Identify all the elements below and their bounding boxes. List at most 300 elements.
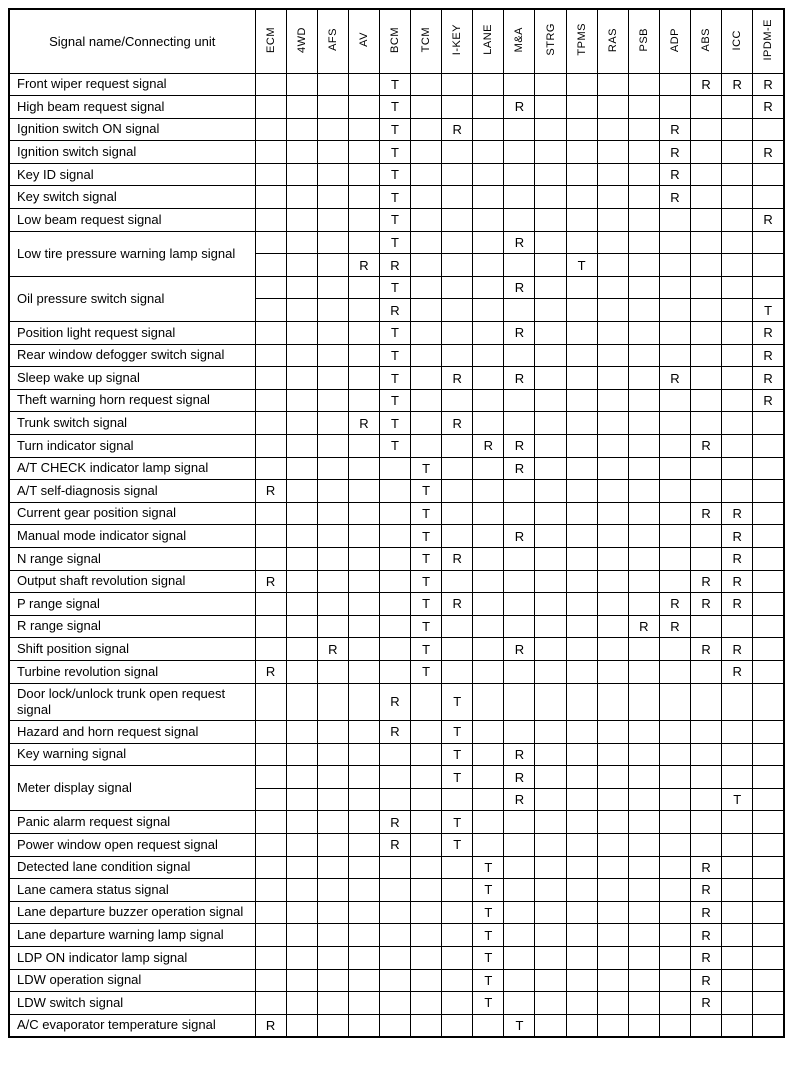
signal-cell-bcm: T xyxy=(379,186,410,209)
signal-table-body xyxy=(9,73,784,1037)
signal-cell-ecm xyxy=(255,547,286,570)
table-row xyxy=(9,1014,784,1037)
signal-cell-strg xyxy=(535,969,566,992)
signal-cell-icc xyxy=(722,946,753,969)
signal-cell-tcm xyxy=(411,389,442,412)
signal-cell-ecm xyxy=(255,163,286,186)
table-row xyxy=(9,547,784,570)
signal-cell-m-a xyxy=(504,480,535,503)
table-row xyxy=(9,721,784,744)
signal-cell-adp xyxy=(659,879,690,902)
signal-cell-lane: T xyxy=(473,856,504,879)
signal-cell-m-a: R xyxy=(504,638,535,661)
signal-cell-tpms xyxy=(566,721,597,744)
signal-cell-lane xyxy=(473,593,504,616)
signal-cell-bcm xyxy=(379,766,410,789)
signal-cell-av xyxy=(348,118,379,141)
signal-cell-lane xyxy=(473,766,504,789)
signal-cell-strg xyxy=(535,231,566,254)
signal-cell-i-key: R xyxy=(442,118,473,141)
signal-cell-4wd xyxy=(286,743,317,766)
signal-cell-ipdm-e xyxy=(753,969,784,992)
signal-cell-psb xyxy=(628,570,659,593)
signal-cell-adp xyxy=(659,254,690,277)
signal-cell-av xyxy=(348,593,379,616)
signal-cell-tpms xyxy=(566,525,597,548)
signal-cell-psb xyxy=(628,593,659,616)
signal-cell-abs xyxy=(691,322,722,345)
signal-cell-icc xyxy=(722,344,753,367)
signal-cell-bcm: T xyxy=(379,276,410,299)
signal-cell-tcm xyxy=(411,811,442,834)
signal-cell-ecm xyxy=(255,231,286,254)
signal-cell-ras xyxy=(597,163,628,186)
signal-cell-psb xyxy=(628,992,659,1015)
table-row xyxy=(9,834,784,857)
signal-cell-i-key: T xyxy=(442,811,473,834)
signal-cell-tcm: T xyxy=(411,547,442,570)
signal-row-label: N range signal xyxy=(9,547,255,570)
signal-cell-bcm: T xyxy=(379,367,410,390)
signal-cell-av xyxy=(348,276,379,299)
signal-cell-av xyxy=(348,570,379,593)
signal-cell-icc xyxy=(722,435,753,458)
signal-cell-tpms xyxy=(566,412,597,435)
signal-cell-i-key xyxy=(442,480,473,503)
signal-cell-psb xyxy=(628,834,659,857)
signal-cell-tpms xyxy=(566,344,597,367)
table-row xyxy=(9,96,784,119)
table-row xyxy=(9,480,784,503)
signal-cell-strg xyxy=(535,299,566,322)
signal-cell-tpms xyxy=(566,299,597,322)
table-row xyxy=(9,879,784,902)
signal-cell-abs xyxy=(691,766,722,789)
signal-cell-tcm xyxy=(411,186,442,209)
signal-cell-i-key: R xyxy=(442,593,473,616)
signal-cell-tpms xyxy=(566,593,597,616)
signal-cell-abs xyxy=(691,367,722,390)
signal-cell-strg xyxy=(535,435,566,458)
signal-cell-bcm: T xyxy=(379,435,410,458)
signal-cell-ipdm-e xyxy=(753,570,784,593)
signal-cell-av xyxy=(348,96,379,119)
signal-row-label: Low beam request signal xyxy=(9,209,255,232)
signal-cell-ecm xyxy=(255,721,286,744)
signal-cell-strg xyxy=(535,593,566,616)
signal-cell-abs xyxy=(691,743,722,766)
column-header-m-a xyxy=(504,9,535,73)
signal-cell-m-a xyxy=(504,593,535,616)
signal-cell-tcm xyxy=(411,412,442,435)
signal-cell-icc xyxy=(722,96,753,119)
signal-cell-ras xyxy=(597,231,628,254)
signal-cell-icc xyxy=(722,367,753,390)
signal-cell-afs xyxy=(317,231,348,254)
signal-cell-ecm xyxy=(255,946,286,969)
signal-cell-4wd xyxy=(286,969,317,992)
signal-cell-ecm xyxy=(255,593,286,616)
signal-cell-afs xyxy=(317,502,348,525)
signal-cell-psb xyxy=(628,856,659,879)
signal-cell-icc xyxy=(722,743,753,766)
signal-cell-lane xyxy=(473,743,504,766)
signal-cell-ipdm-e: R xyxy=(753,389,784,412)
signal-cell-lane: T xyxy=(473,969,504,992)
signal-cell-bcm xyxy=(379,879,410,902)
signal-cell-abs: R xyxy=(691,73,722,96)
signal-cell-m-a: R xyxy=(504,766,535,789)
signal-cell-ecm xyxy=(255,811,286,834)
signal-cell-abs xyxy=(691,163,722,186)
table-row xyxy=(9,186,784,209)
signal-cell-abs xyxy=(691,389,722,412)
signal-cell-lane xyxy=(473,231,504,254)
signal-cell-afs xyxy=(317,660,348,683)
signal-cell-afs xyxy=(317,480,348,503)
signal-cell-ipdm-e xyxy=(753,163,784,186)
signal-cell-icc: R xyxy=(722,638,753,661)
signal-cell-strg xyxy=(535,811,566,834)
signal-cell-icc xyxy=(722,615,753,638)
signal-cell-psb xyxy=(628,811,659,834)
signal-cell-bcm: T xyxy=(379,96,410,119)
signal-cell-tcm xyxy=(411,322,442,345)
signal-cell-psb xyxy=(628,299,659,322)
signal-cell-i-key: T xyxy=(442,834,473,857)
signal-cell-4wd xyxy=(286,788,317,811)
signal-cell-strg xyxy=(535,683,566,721)
signal-cell-bcm: T xyxy=(379,231,410,254)
signal-cell-afs xyxy=(317,96,348,119)
signal-cell-tcm xyxy=(411,73,442,96)
signal-cell-abs: R xyxy=(691,946,722,969)
signal-cell-m-a: R xyxy=(504,525,535,548)
signal-cell-ipdm-e xyxy=(753,118,784,141)
signal-cell-i-key xyxy=(442,231,473,254)
signal-cell-lane xyxy=(473,163,504,186)
signal-cell-4wd xyxy=(286,73,317,96)
signal-cell-av xyxy=(348,615,379,638)
signal-cell-abs xyxy=(691,811,722,834)
signal-cell-lane xyxy=(473,299,504,322)
signal-cell-bcm: T xyxy=(379,412,410,435)
signal-cell-bcm xyxy=(379,788,410,811)
signal-cell-abs: R xyxy=(691,879,722,902)
signal-cell-ecm xyxy=(255,788,286,811)
signal-cell-av xyxy=(348,73,379,96)
signal-cell-av xyxy=(348,969,379,992)
signal-cell-afs xyxy=(317,547,348,570)
signal-cell-tpms xyxy=(566,1014,597,1037)
signal-cell-icc xyxy=(722,811,753,834)
signal-cell-ras xyxy=(597,766,628,789)
signal-cell-psb xyxy=(628,276,659,299)
signal-cell-strg xyxy=(535,389,566,412)
table-row xyxy=(9,389,784,412)
signal-cell-psb xyxy=(628,1014,659,1037)
signal-cell-4wd xyxy=(286,683,317,721)
signal-cell-ecm: R xyxy=(255,480,286,503)
signal-cell-m-a xyxy=(504,969,535,992)
signal-cell-4wd xyxy=(286,946,317,969)
signal-cell-lane xyxy=(473,186,504,209)
signal-cell-abs xyxy=(691,547,722,570)
signal-cell-psb xyxy=(628,547,659,570)
signal-row-label: Meter display signal xyxy=(9,766,255,811)
signal-cell-ecm xyxy=(255,834,286,857)
signal-cell-4wd xyxy=(286,547,317,570)
signal-cell-av xyxy=(348,1014,379,1037)
signal-cell-strg xyxy=(535,766,566,789)
signal-cell-strg xyxy=(535,141,566,164)
signal-cell-psb xyxy=(628,231,659,254)
signal-cell-av xyxy=(348,389,379,412)
signal-cell-ipdm-e xyxy=(753,743,784,766)
signal-cell-ras xyxy=(597,638,628,661)
signal-cell-ipdm-e xyxy=(753,1014,784,1037)
signal-cell-4wd xyxy=(286,435,317,458)
signal-cell-tcm xyxy=(411,299,442,322)
signal-cell-icc xyxy=(722,480,753,503)
signal-cell-ras xyxy=(597,254,628,277)
signal-cell-abs xyxy=(691,344,722,367)
signal-cell-tpms xyxy=(566,389,597,412)
signal-cell-bcm xyxy=(379,502,410,525)
signal-cell-4wd xyxy=(286,638,317,661)
signal-cell-ecm: R xyxy=(255,570,286,593)
signal-cell-strg xyxy=(535,209,566,232)
signal-cell-4wd xyxy=(286,811,317,834)
signal-cell-ipdm-e xyxy=(753,946,784,969)
signal-cell-ras xyxy=(597,660,628,683)
signal-cell-abs xyxy=(691,788,722,811)
signal-cell-strg xyxy=(535,638,566,661)
signal-cell-tpms xyxy=(566,969,597,992)
signal-cell-psb xyxy=(628,638,659,661)
signal-cell-abs: R xyxy=(691,969,722,992)
column-header-strg xyxy=(535,9,566,73)
signal-cell-m-a: R xyxy=(504,743,535,766)
signal-cell-ras xyxy=(597,1014,628,1037)
signal-cell-av xyxy=(348,638,379,661)
signal-cell-strg xyxy=(535,322,566,345)
signal-cell-tpms xyxy=(566,788,597,811)
signal-cell-m-a xyxy=(504,946,535,969)
signal-cell-lane xyxy=(473,502,504,525)
signal-cell-afs xyxy=(317,879,348,902)
signal-cell-i-key xyxy=(442,96,473,119)
signal-cell-ecm xyxy=(255,96,286,119)
signal-cell-afs xyxy=(317,721,348,744)
signal-cell-afs xyxy=(317,141,348,164)
signal-cell-m-a xyxy=(504,879,535,902)
signal-cell-strg xyxy=(535,367,566,390)
signal-cell-afs xyxy=(317,743,348,766)
signal-cell-psb xyxy=(628,389,659,412)
signal-cell-strg xyxy=(535,96,566,119)
signal-cell-tpms xyxy=(566,96,597,119)
signal-cell-abs: R xyxy=(691,992,722,1015)
signal-cell-m-a xyxy=(504,924,535,947)
signal-cell-afs xyxy=(317,412,348,435)
table-row xyxy=(9,209,784,232)
signal-cell-tcm xyxy=(411,96,442,119)
signal-cell-lane xyxy=(473,834,504,857)
signal-cell-4wd xyxy=(286,502,317,525)
signal-cell-adp: R xyxy=(659,186,690,209)
table-row xyxy=(9,638,784,661)
signal-cell-bcm: T xyxy=(379,73,410,96)
signal-cell-psb xyxy=(628,96,659,119)
signal-cell-ecm xyxy=(255,118,286,141)
signal-cell-afs xyxy=(317,186,348,209)
signal-cell-psb xyxy=(628,721,659,744)
signal-cell-ipdm-e xyxy=(753,721,784,744)
signal-cell-ipdm-e xyxy=(753,615,784,638)
signal-cell-adp xyxy=(659,457,690,480)
signal-cell-i-key: T xyxy=(442,683,473,721)
signal-cell-ipdm-e xyxy=(753,457,784,480)
signal-cell-ras xyxy=(597,299,628,322)
signal-cell-tcm: T xyxy=(411,480,442,503)
signal-cell-av xyxy=(348,322,379,345)
signal-cell-av xyxy=(348,299,379,322)
signal-cell-psb xyxy=(628,412,659,435)
signal-cell-tpms xyxy=(566,683,597,721)
signal-cell-i-key xyxy=(442,525,473,548)
signal-cell-ecm xyxy=(255,502,286,525)
signal-cell-ipdm-e xyxy=(753,788,784,811)
signal-cell-4wd xyxy=(286,834,317,857)
signal-cell-afs xyxy=(317,856,348,879)
signal-cell-ipdm-e xyxy=(753,276,784,299)
signal-cell-icc xyxy=(722,163,753,186)
signal-cell-icc xyxy=(722,141,753,164)
signal-cell-m-a xyxy=(504,660,535,683)
signal-cell-ipdm-e xyxy=(753,547,784,570)
signal-cell-afs xyxy=(317,118,348,141)
signal-cell-afs xyxy=(317,570,348,593)
signal-row-label: Trunk switch signal xyxy=(9,412,255,435)
signal-cell-tpms xyxy=(566,118,597,141)
signal-cell-icc: R xyxy=(722,502,753,525)
signal-cell-ecm xyxy=(255,683,286,721)
signal-cell-icc xyxy=(722,412,753,435)
signal-cell-ipdm-e: R xyxy=(753,344,784,367)
signal-cell-psb: R xyxy=(628,615,659,638)
signal-cell-av xyxy=(348,721,379,744)
signal-cell-strg xyxy=(535,660,566,683)
signal-cell-lane xyxy=(473,638,504,661)
signal-cell-m-a xyxy=(504,901,535,924)
signal-cell-av xyxy=(348,992,379,1015)
signal-cell-ras xyxy=(597,593,628,616)
signal-cell-i-key xyxy=(442,788,473,811)
signal-cell-m-a: R xyxy=(504,788,535,811)
signal-cell-abs: R xyxy=(691,856,722,879)
signal-cell-4wd xyxy=(286,322,317,345)
signal-cell-psb xyxy=(628,254,659,277)
table-row xyxy=(9,969,784,992)
signal-cell-av xyxy=(348,163,379,186)
column-header-label: M&A xyxy=(513,27,526,53)
signal-cell-ras xyxy=(597,73,628,96)
table-row xyxy=(9,766,784,789)
table-row xyxy=(9,73,784,96)
signal-cell-lane: R xyxy=(473,435,504,458)
column-header-psb xyxy=(628,9,659,73)
signal-cell-afs xyxy=(317,73,348,96)
signal-cell-av xyxy=(348,766,379,789)
signal-cell-icc: T xyxy=(722,788,753,811)
signal-cell-afs xyxy=(317,901,348,924)
signal-cell-ras xyxy=(597,924,628,947)
signal-cell-4wd xyxy=(286,209,317,232)
signal-cell-i-key xyxy=(442,254,473,277)
signal-row-label: Front wiper request signal xyxy=(9,73,255,96)
signal-cell-tpms xyxy=(566,209,597,232)
signal-row-label: Panic alarm request signal xyxy=(9,811,255,834)
signal-cell-lane xyxy=(473,254,504,277)
signal-cell-ras xyxy=(597,525,628,548)
signal-cell-icc xyxy=(722,924,753,947)
signal-cell-ecm xyxy=(255,457,286,480)
signal-cell-tpms xyxy=(566,766,597,789)
signal-cell-psb xyxy=(628,435,659,458)
signal-cell-tpms xyxy=(566,435,597,458)
signal-cell-ipdm-e xyxy=(753,480,784,503)
column-header-label: AFS xyxy=(326,28,339,52)
signal-cell-m-a xyxy=(504,73,535,96)
signal-row-label: Detected lane condition signal xyxy=(9,856,255,879)
column-header-label: AV xyxy=(357,32,370,48)
signal-cell-m-a xyxy=(504,615,535,638)
signal-cell-abs xyxy=(691,96,722,119)
signal-cell-icc xyxy=(722,879,753,902)
signal-cell-m-a xyxy=(504,209,535,232)
signal-cell-tcm xyxy=(411,879,442,902)
signal-cell-lane: T xyxy=(473,901,504,924)
signal-cell-lane xyxy=(473,480,504,503)
signal-cell-afs xyxy=(317,525,348,548)
signal-cell-abs: R xyxy=(691,435,722,458)
signal-cell-tcm xyxy=(411,856,442,879)
signal-cell-adp xyxy=(659,834,690,857)
signal-cell-psb xyxy=(628,743,659,766)
signal-cell-bcm: T xyxy=(379,163,410,186)
signal-cell-strg xyxy=(535,879,566,902)
signal-cell-strg xyxy=(535,788,566,811)
signal-cell-ras xyxy=(597,721,628,744)
signal-cell-4wd xyxy=(286,412,317,435)
signal-cell-adp xyxy=(659,721,690,744)
signal-cell-ecm xyxy=(255,344,286,367)
signal-cell-bcm xyxy=(379,924,410,947)
signal-cell-abs xyxy=(691,721,722,744)
signal-cell-afs xyxy=(317,834,348,857)
column-header-i-key xyxy=(442,9,473,73)
signal-cell-afs xyxy=(317,344,348,367)
signal-cell-av xyxy=(348,856,379,879)
signal-cell-ipdm-e xyxy=(753,834,784,857)
signal-cell-psb xyxy=(628,502,659,525)
signal-cell-i-key: R xyxy=(442,367,473,390)
signal-cell-psb xyxy=(628,367,659,390)
signal-row-label: Theft warning horn request signal xyxy=(9,389,255,412)
signal-cell-ipdm-e: R xyxy=(753,209,784,232)
signal-cell-afs xyxy=(317,788,348,811)
